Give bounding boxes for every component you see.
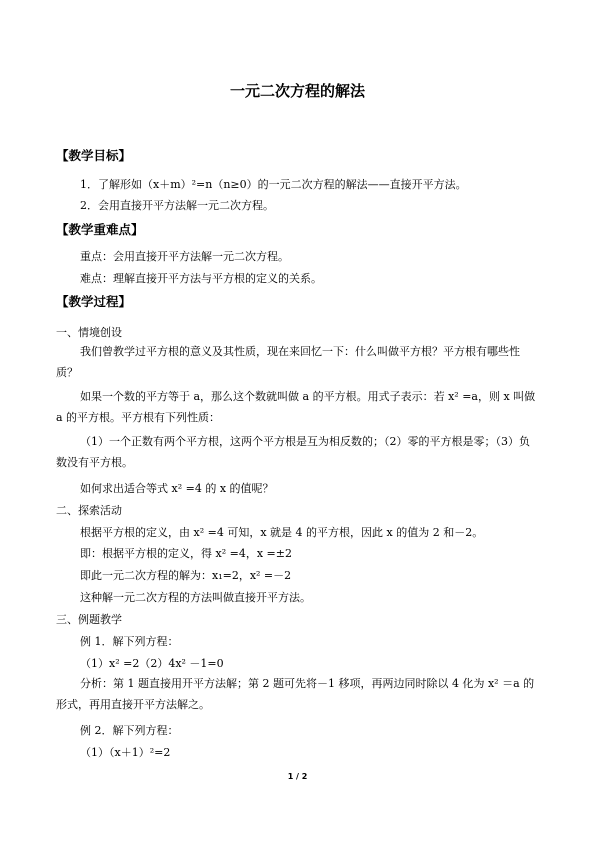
part2-paragraph-1: 根据平方根的定义，由 x² =4 可知，x 就是 4 的平方根，因此 x 的值为 2 和－2。 xyxy=(80,526,484,539)
example-2-title: 例 2．解下列方程： xyxy=(80,724,179,737)
section-heading-process: 【教学过程】 xyxy=(56,294,132,309)
part1-paragraph-2: 如果一个数的平方等于 a，那么这个数就叫做 a 的平方根。用式子表示：若 x² =a，则 x 叫做 a 的平方根。平方根有下列性质： xyxy=(56,390,536,424)
goal-item-2: 2．会用直接开平方法解一元二次方程。 xyxy=(80,199,274,212)
part1-paragraph-3: （1）一个正数有两个平方根，这两个平方根是互为相反数的；（2）零的平方根是零；（3）负数没有平方根。 xyxy=(56,435,530,469)
part2-paragraph-3: 即此一元二次方程的解为：x₁=2，x² =－2 xyxy=(80,569,292,582)
example-1-equations: （1）x² =2（2）4x² －1=0 xyxy=(80,657,224,670)
example-1-title: 例 1．解下列方程： xyxy=(80,635,179,648)
section-heading-goals: 【教学目标】 xyxy=(56,148,132,163)
part3-title: 三、例题教学 xyxy=(56,613,122,626)
document-title: 一元二次方程的解法 xyxy=(229,82,365,100)
analysis-paragraph: 分析：第 1 题直接用开平方法解；第 2 题可先将－1 移项，再两边同时除以 4 化为 x² ＝a 的形式，再用直接开平方法解之。 xyxy=(56,677,535,711)
goal-item-1: 1．了解形如（x＋m）²=n（n≥0）的一元二次方程的解法——直接开平方法。 xyxy=(80,178,467,191)
page-number: 1 / 2 xyxy=(287,772,308,781)
part2-title: 二、探索活动 xyxy=(56,504,122,517)
key-focus: 重点：会用直接开平方法解一元二次方程。 xyxy=(80,250,289,263)
key-difficulty: 难点：理解直接开平方法与平方根的定义的关系。 xyxy=(80,272,322,285)
part1-paragraph-1: 我们曾教学过平方根的意义及其性质，现在来回忆一下：什么叫做平方根？平方根有哪些性质？ xyxy=(56,345,520,379)
part1-title: 一、情境创设 xyxy=(56,326,122,339)
section-heading-keypoints: 【教学重难点】 xyxy=(56,222,144,237)
part2-paragraph-2: 即：根据平方根的定义，得 x² =4，x =±2 xyxy=(80,547,292,560)
example-2-equation: （1）（x＋1）²=2 xyxy=(80,746,171,759)
part2-paragraph-4: 这种解一元二次方程的方法叫做直接开平方法。 xyxy=(80,591,311,604)
part1-paragraph-4: 如何求出适合等式 x² =4 的 x 的值呢？ xyxy=(80,482,274,495)
